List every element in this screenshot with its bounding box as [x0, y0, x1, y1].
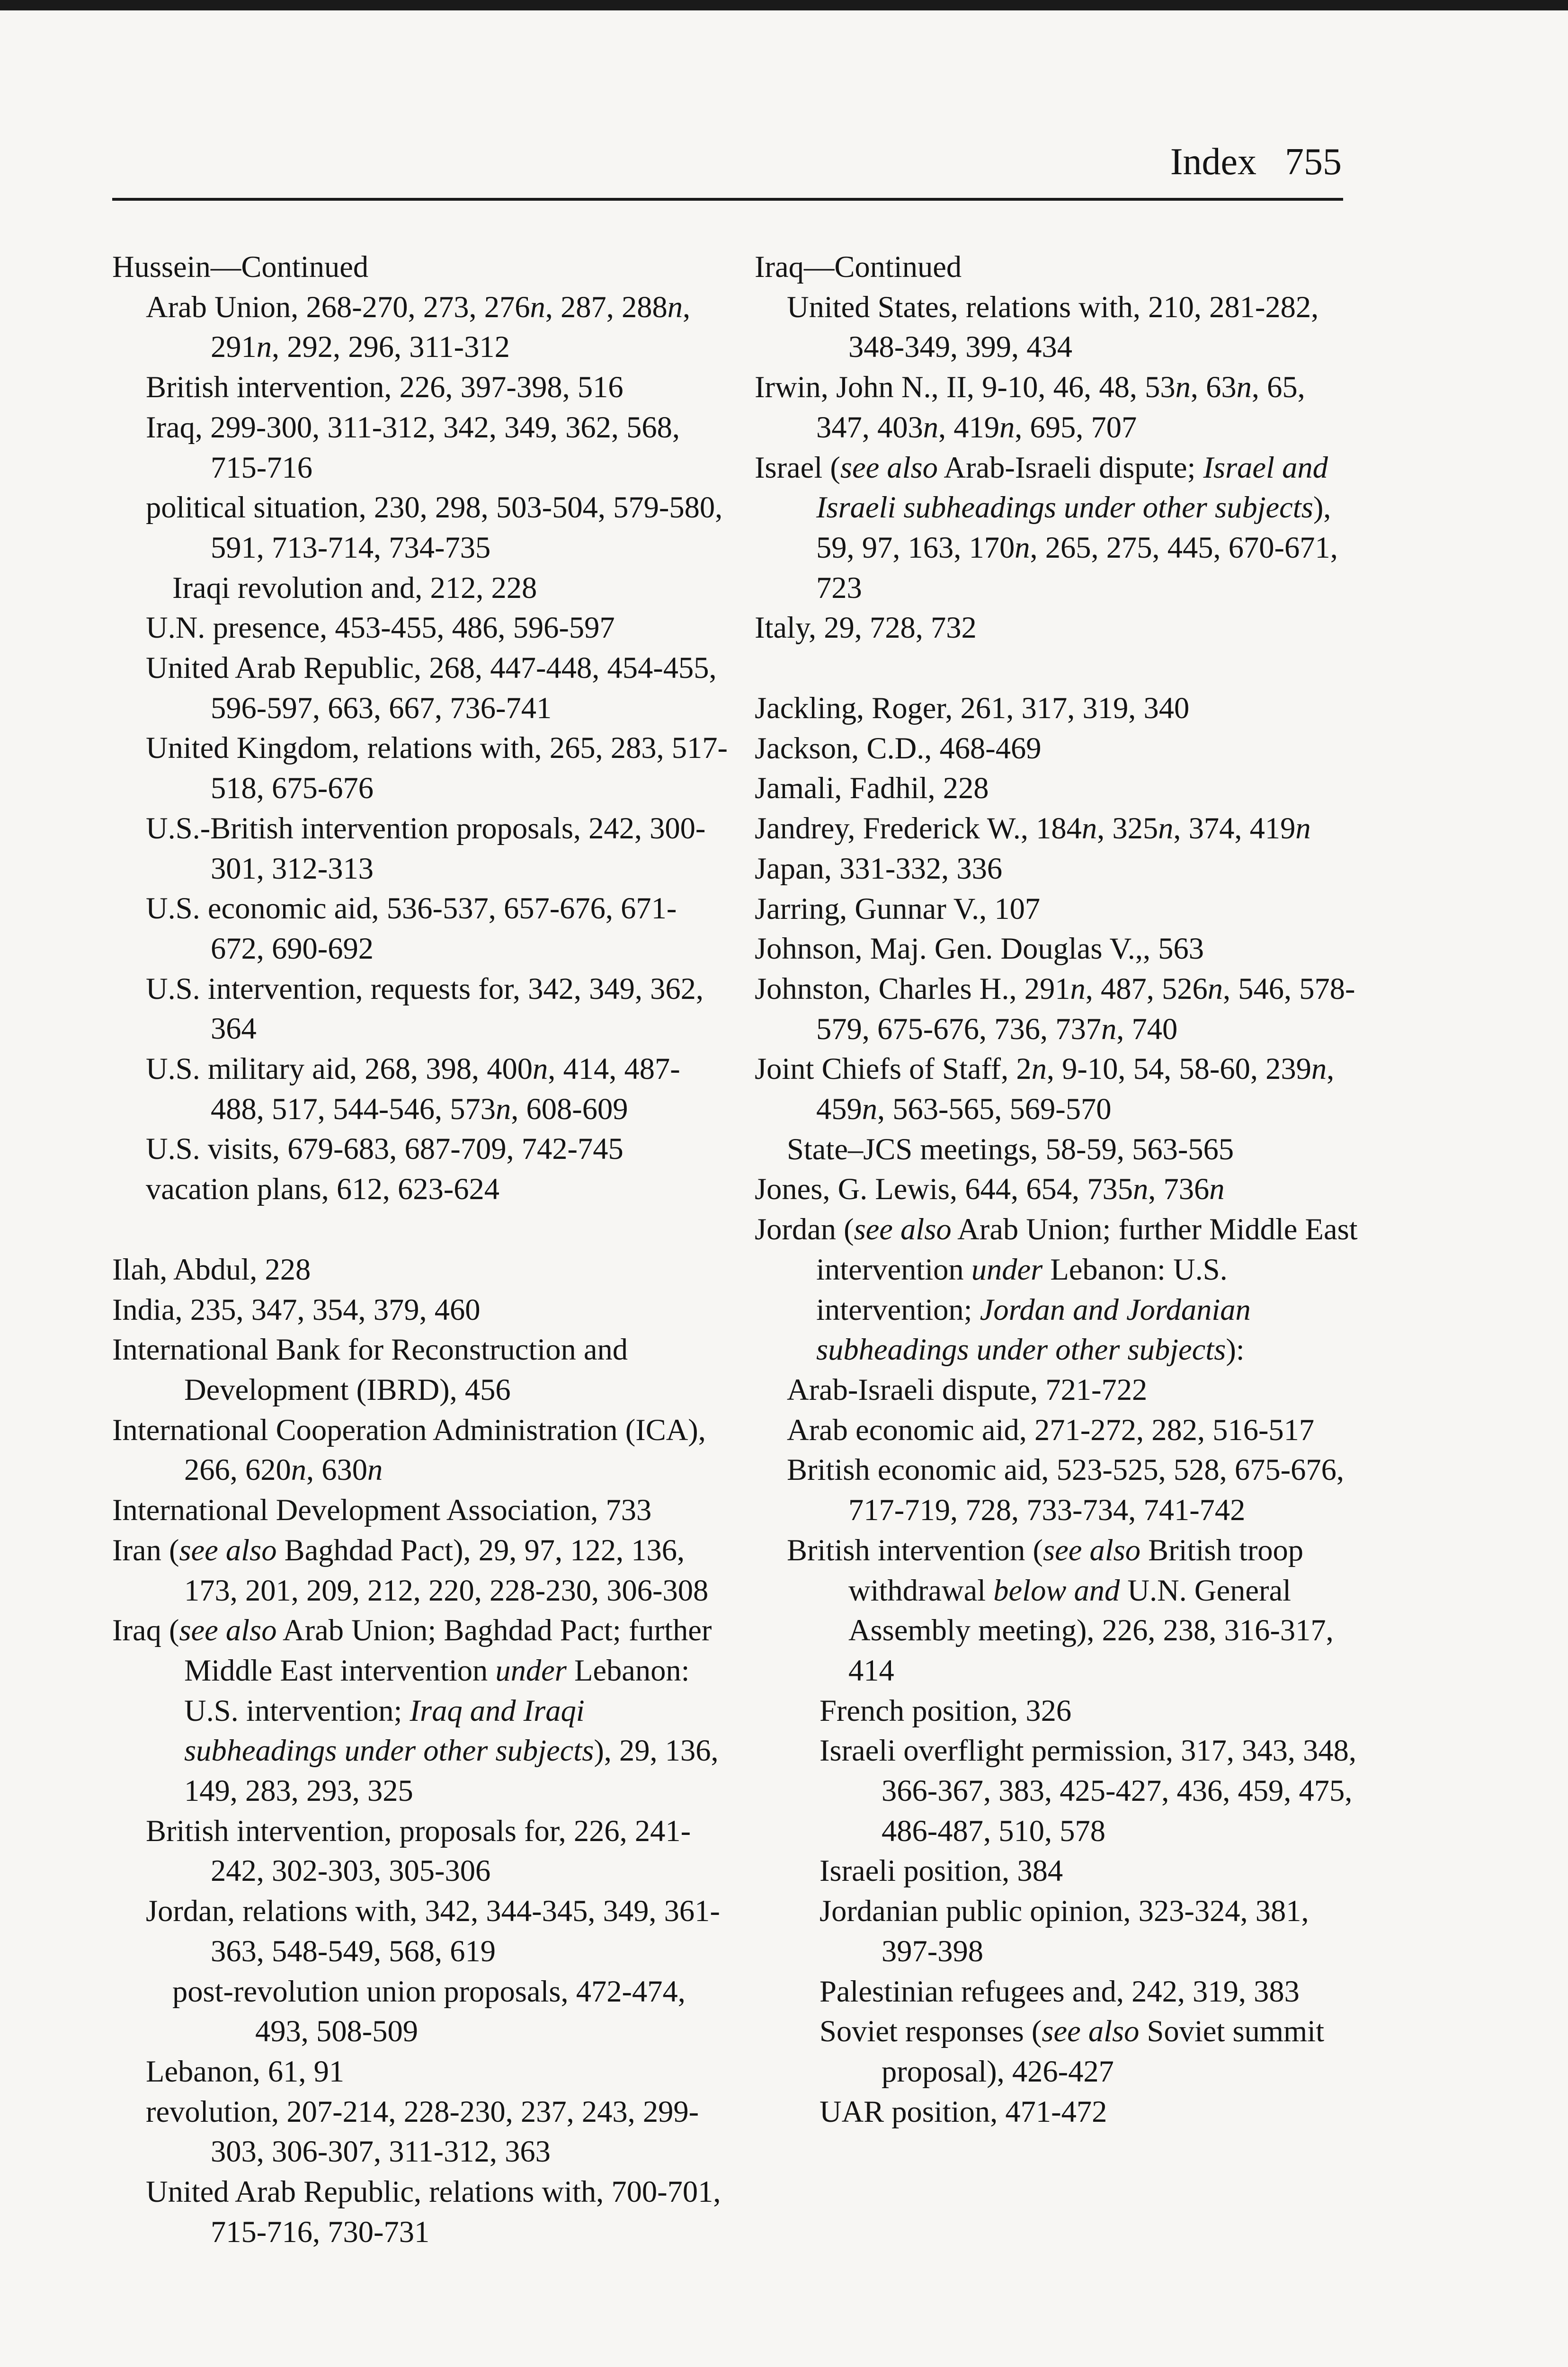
index-column-left: [112, 247, 728, 2252]
top-edge-bar: [0, 0, 1568, 10]
index-subentry: British intervention (see also British troop withdrawal below and U.N. General Assembly meeting), 226, 238, 316-317, 414: [787, 1533, 1334, 1687]
index-subentry: United Arab Republic, 268, 447-448, 454-455, 596-597, 663, 667, 736-741: [146, 651, 717, 725]
index-subentry: U.S. visits, 679-683, 687-709, 742-745: [146, 1132, 624, 1166]
index-entry: Jamali, Fadhil, 228: [755, 771, 989, 805]
index-subentry: United Arab Republic, relations with, 700-701, 715-716, 730-731: [146, 2175, 721, 2249]
index-subentry: Israeli overflight permission, 317, 343, 348, 366-367, 383, 425-427, 436, 459, 475, 486-487, 510, 578: [820, 1734, 1356, 1848]
index-subentry: UAR position, 471-472: [820, 2094, 1107, 2128]
index-entry: Hussein—Continued: [112, 250, 369, 284]
index-subentry: British economic aid, 523-525, 528, 675-676, 717-719, 728, 733-734, 741-742: [787, 1453, 1344, 1527]
index-subentry: Soviet responses (see also Soviet summit proposal), 426-427: [820, 2014, 1324, 2088]
index-entry: Irwin, John N., II, 9-10, 46, 48, 53n, 63n, 65, 347, 403n, 419n, 695, 707: [755, 370, 1305, 444]
index-entry: India, 235, 347, 354, 379, 460: [112, 1292, 481, 1326]
index-subentry: U.S. military aid, 268, 398, 400n, 414, 487-488, 517, 544-546, 573n, 608-609: [146, 1052, 680, 1126]
index-subentry: Lebanon, 61, 91: [146, 2054, 345, 2088]
index-entry: International Cooperation Administration (ICA), 266, 620n, 630n: [112, 1413, 706, 1487]
index-subentry: U.S. economic aid, 536-537, 657-676, 671-672, 690-692: [146, 891, 677, 965]
page-number: 755: [1285, 141, 1342, 183]
index-subentry: political situation, 230, 298, 503-504, 579-580, 591, 713-714, 734-735: [146, 490, 723, 564]
index-entry: Johnson, Maj. Gen. Douglas V.,, 563: [755, 932, 1204, 966]
index-subentry: United States, relations with, 210, 281-282, 348-349, 399, 434: [787, 290, 1319, 364]
section-gap: [112, 1210, 728, 1250]
index-subentry: Iraqi revolution and, 212, 228: [172, 570, 537, 605]
index-entry: Iraq—Continued: [755, 250, 962, 284]
index-subentry: French position, 326: [820, 1693, 1072, 1727]
running-head-label: Index: [1170, 141, 1256, 183]
index-entry: Jarring, Gunnar V., 107: [755, 891, 1041, 925]
index-subentry: British intervention, proposals for, 226, 241-242, 302-303, 305-306: [146, 1814, 691, 1888]
index-entry: Johnston, Charles H., 291n, 487, 526n, 546, 578-579, 675-676, 736, 737n, 740: [755, 971, 1355, 1046]
index-entry: Israel (see also Arab-Israeli dispute; Israel and Israeli subheadings under other subjects), 59, 97, 163, 170n, 265, 275, 445, 670-671, 723: [755, 450, 1338, 605]
index-entry: Ilah, Abdul, 228: [112, 1252, 311, 1286]
index-subentry: Arab-Israeli dispute, 721-722: [787, 1372, 1148, 1406]
index-subentry: U.N. presence, 453-455, 486, 596-597: [146, 611, 615, 645]
index-subentry: British intervention, 226, 397-398, 516: [146, 370, 624, 404]
index-subentry: U.S.-British intervention proposals, 242, 300-301, 312-313: [146, 811, 706, 885]
index-subentry: Iraq, 299-300, 311-312, 342, 349, 362, 568, 715-716: [146, 410, 680, 484]
index-entry: Jackling, Roger, 261, 317, 319, 340: [755, 691, 1190, 725]
header-rule: [112, 198, 1343, 201]
index-entry: International Bank for Reconstruction and Development (IBRD), 456: [112, 1333, 628, 1406]
running-head: [1170, 143, 1342, 181]
index-subentry: Arab Union, 268-270, 273, 276n, 287, 288n, 291n, 292, 296, 311-312: [146, 290, 691, 364]
index-subentry: Israeli position, 384: [820, 1854, 1063, 1888]
index-entry: Jandrey, Frederick W., 184n, 325n, 374, 419n: [755, 811, 1311, 845]
section-gap: [755, 648, 1365, 688]
index-subentry: revolution, 207-214, 228-230, 237, 243, 299-303, 306-307, 311-312, 363: [146, 2094, 699, 2169]
index-entry: International Development Association, 733: [112, 1493, 652, 1527]
index-entry: Jordan (see also Arab Union; further Middle East intervention under Lebanon: U.S. intervention; Jordan and Jordanian subheadings under other subjects):: [755, 1212, 1358, 1367]
index-subentry: post-revolution union proposals, 472-474, 493, 508-509: [172, 1974, 686, 2048]
index-subentry: United Kingdom, relations with, 265, 283, 517-518, 675-676: [146, 731, 728, 805]
index-subentry: Arab economic aid, 271-272, 282, 516-517: [787, 1413, 1315, 1447]
index-entry: Joint Chiefs of Staff, 2n, 9-10, 54, 58-60, 239n, 459n, 563-565, 569-570: [755, 1052, 1335, 1126]
index-subentry: Palestinian refugees and, 242, 319, 383: [820, 1974, 1300, 2008]
index-subentry: U.S. intervention, requests for, 342, 349, 362, 364: [146, 971, 704, 1046]
index-column-right: [755, 247, 1365, 2132]
index-entry: Italy, 29, 728, 732: [755, 611, 977, 645]
index-subentry: vacation plans, 612, 623-624: [146, 1172, 499, 1206]
index-entry: Jones, G. Lewis, 644, 654, 735n, 736n: [755, 1172, 1225, 1206]
index-subentry: Jordanian public opinion, 323-324, 381, 397-398: [820, 1894, 1309, 1968]
index-entry: Iraq (see also Arab Union; Baghdad Pact; further Middle East intervention under Lebanon: U.S. intervention; Iraq and Iraqi subheadings under other subjects), 29, 136, 149, 283, 293, 325: [112, 1613, 719, 1808]
index-subentry: Jordan, relations with, 342, 344-345, 349, 361-363, 548-549, 568, 619: [146, 1894, 720, 1968]
index-entry: Jackson, C.D., 468-469: [755, 731, 1042, 765]
index-subentry: State–JCS meetings, 58-59, 563-565: [787, 1132, 1234, 1166]
index-entry: Iran (see also Baghdad Pact), 29, 97, 122, 136, 173, 201, 209, 212, 220, 228-230, 306-308: [112, 1533, 709, 1607]
index-entry: Japan, 331-332, 336: [755, 851, 1003, 885]
